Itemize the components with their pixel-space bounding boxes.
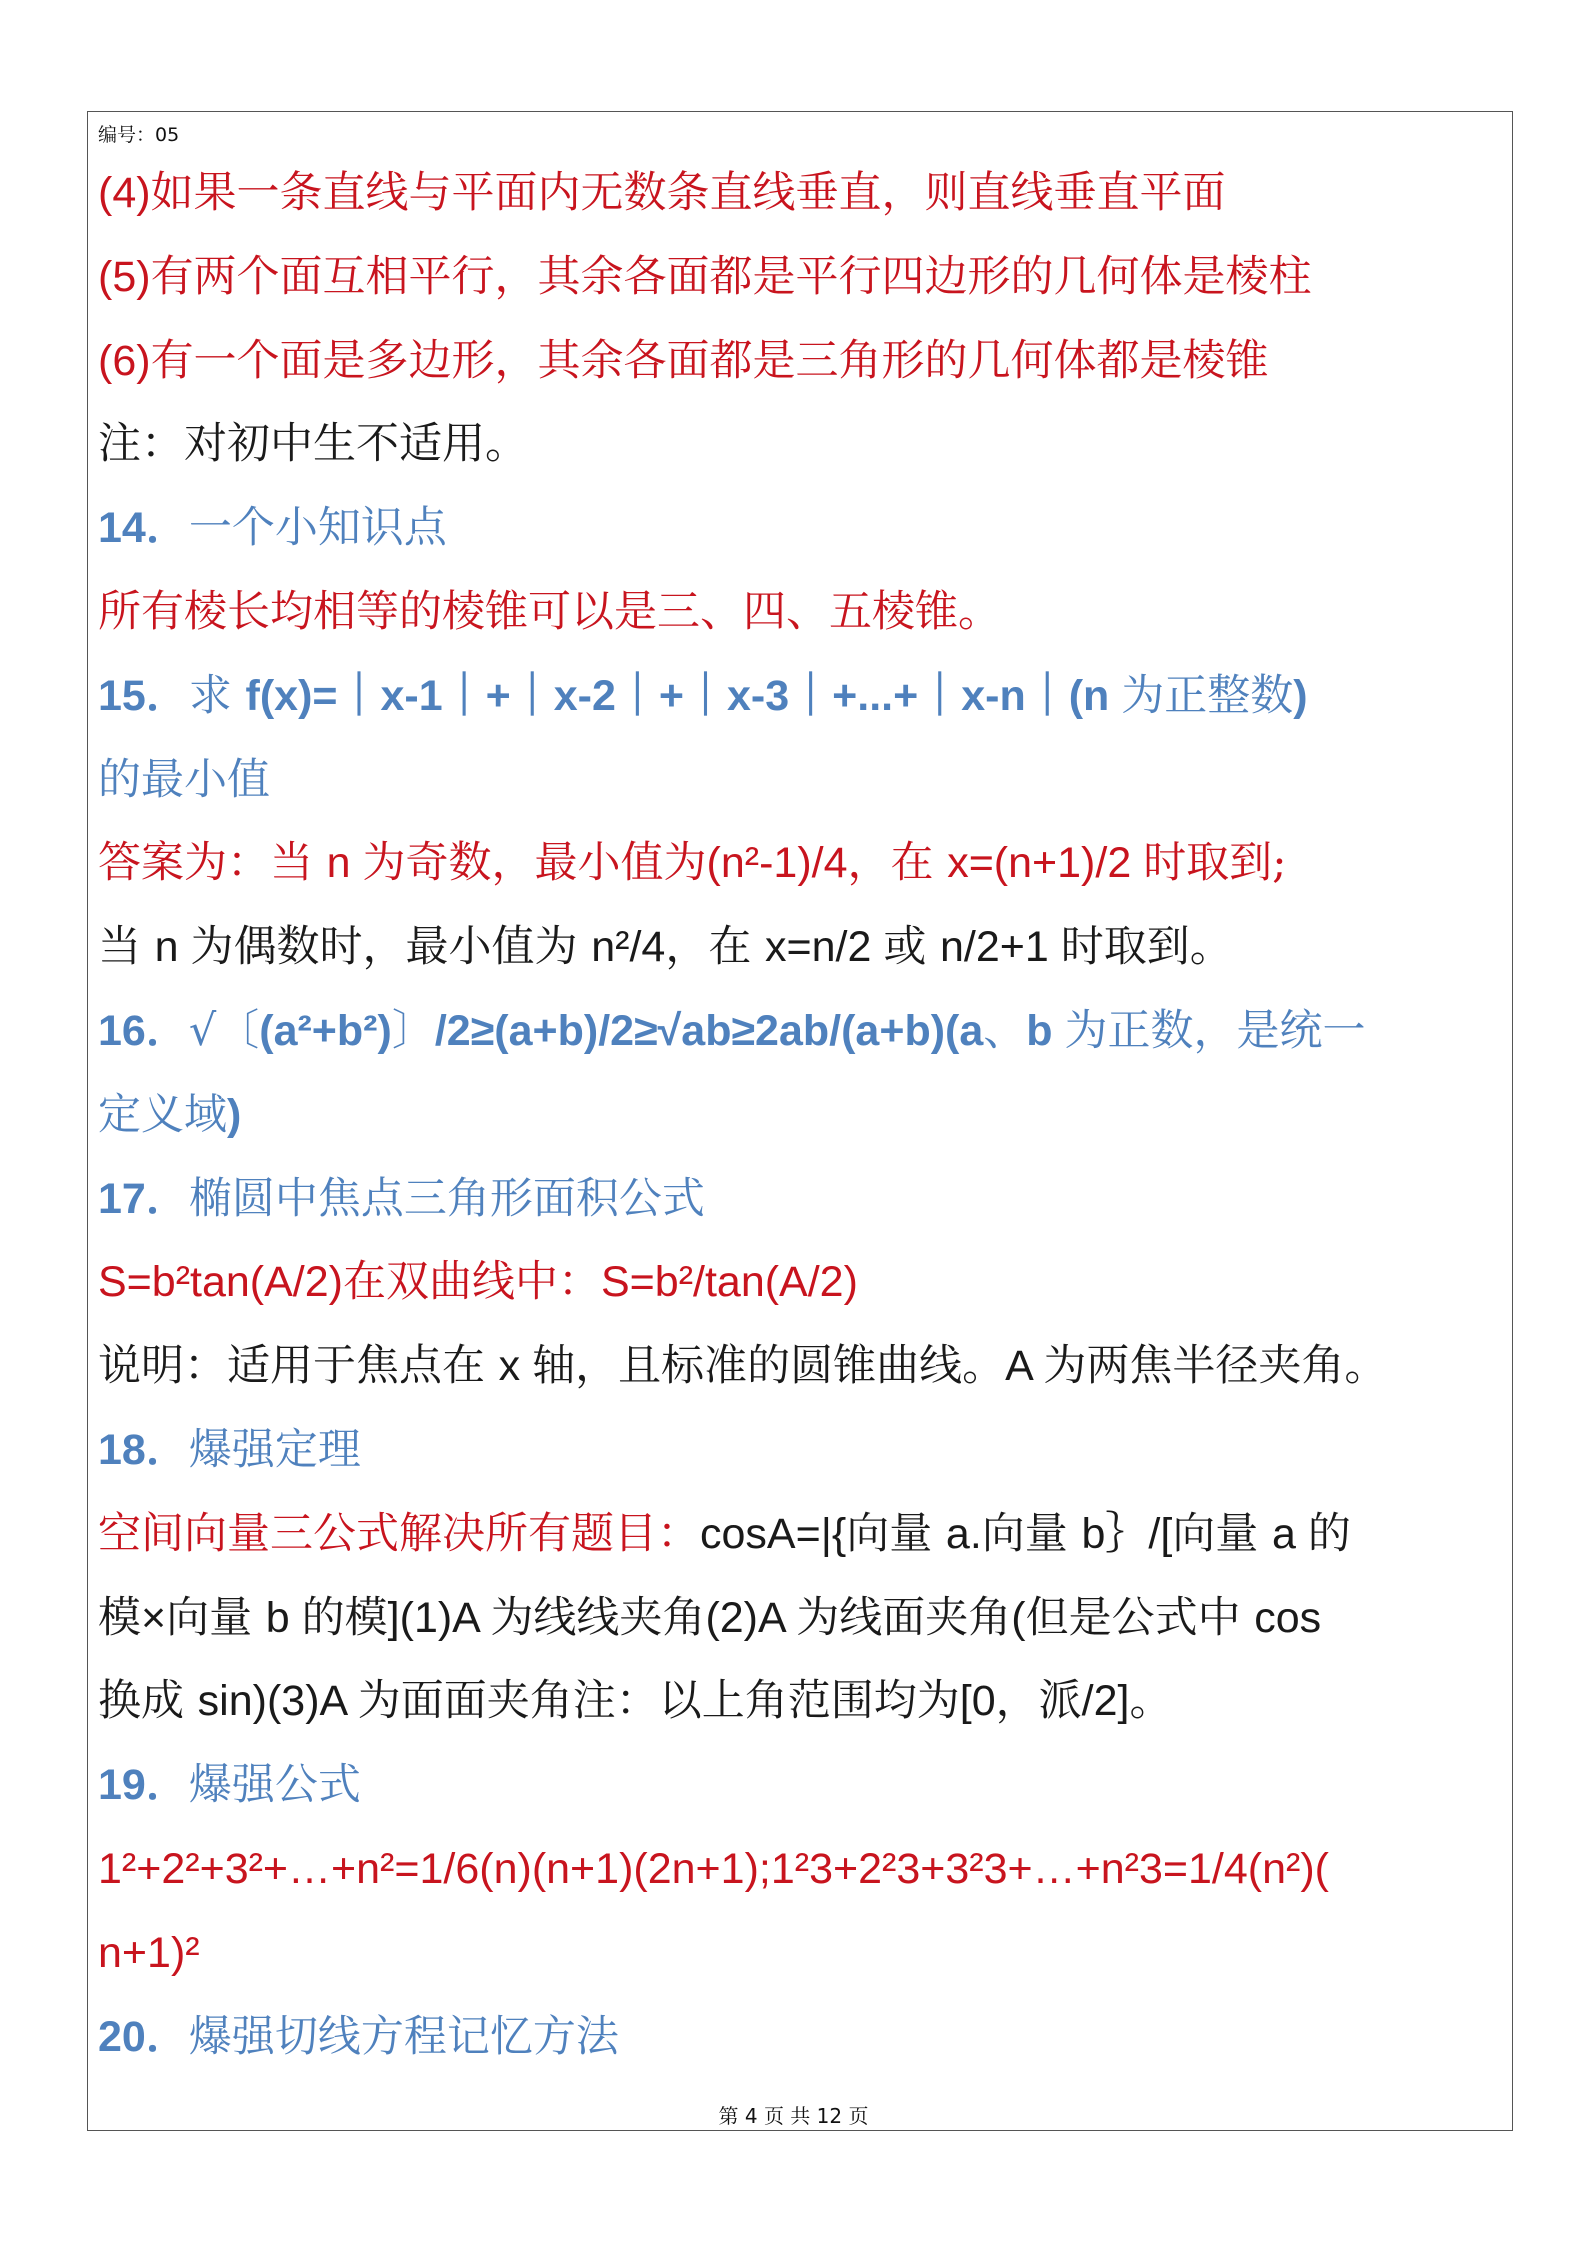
- document-number: 编号：05: [98, 124, 180, 146]
- text-segment: 时取到;: [1143, 838, 1287, 889]
- text-segment: cosA=|{: [700, 1509, 847, 1558]
- text-line: [98, 1240, 1510, 1324]
- text-segment: sin)(3)A: [197, 1677, 358, 1726]
- text-segment: 有两个面互相平行，其余各面都是平行四边形的几何体是棱柱: [150, 251, 1312, 302]
- text-segment: 为正数，是统一: [1064, 1006, 1366, 1056]
- text-segment: 的模: [301, 1592, 388, 1643]
- text-segment: 17．: [98, 1174, 189, 1223]
- text-segment: A: [1005, 1342, 1044, 1391]
- text-segment: ，派: [995, 1676, 1082, 1727]
- text-segment: 19．: [98, 1761, 189, 1810]
- text-segment: 当: [98, 922, 155, 973]
- text-segment: 、: [983, 1006, 1027, 1056]
- text-segment: 15．: [98, 671, 189, 720]
- text-line: [98, 1576, 1510, 1660]
- text-line: [98, 654, 1510, 738]
- text-line: [98, 151, 1510, 235]
- text-segment: S=b²tan(A/2): [98, 1258, 343, 1307]
- text-segment: x=(n+1)/2: [947, 839, 1144, 888]
- text-line: [98, 738, 1510, 822]
- text-segment: (a²+b²): [259, 1007, 392, 1055]
- text-segment: 求: [188, 670, 246, 721]
- text-segment: 1²+2²+3²+…+n²=1/6(n)(n+1)(2n+1);1²3+2²3+3²3+…+n²3=1/4(n²)(: [98, 1845, 1329, 1893]
- text-segment: 或: [883, 922, 941, 973]
- text-line: [98, 1408, 1510, 1492]
- text-line: [98, 1995, 1510, 2079]
- text-line: [98, 821, 1510, 905]
- text-segment: 模: [98, 1592, 141, 1643]
- text-segment: x: [498, 1342, 533, 1391]
- text-segment: 答案为：当: [98, 838, 327, 889]
- text-segment: S=b²/tan(A/2): [600, 1258, 858, 1307]
- text-segment: /2≥(a+b)/2≥√ab≥2ab/(a+b)(a: [434, 1007, 984, 1055]
- text-segment: 在双曲线中：: [342, 1257, 601, 1308]
- text-segment: 18．: [98, 1426, 189, 1474]
- text-segment: x=n/2: [765, 923, 884, 972]
- text-segment: 爆强公式: [188, 1760, 361, 1811]
- text-segment: (4): [98, 169, 151, 217]
- text-segment: 为正整数: [1121, 670, 1294, 721]
- text-segment: n+1)²: [98, 1928, 200, 1977]
- text-segment: cos: [1254, 1593, 1322, 1642]
- text-segment: 向量: [1172, 1508, 1272, 1559]
- text-segment: 爆强切线方程记忆方法: [188, 2011, 619, 2062]
- text-line: [98, 402, 1510, 486]
- text-segment: 16．: [98, 1007, 189, 1055]
- text-segment: n: [326, 839, 363, 888]
- text-segment: 有一个面是多边形，其余各面都是三角形的几何体都是棱锥: [150, 335, 1269, 386]
- text-segment: b: [1026, 1007, 1065, 1055]
- text-segment: 空间向量三公式解决所有题目：: [98, 1508, 700, 1559]
- text-segment: n: [154, 923, 191, 972]
- text-line: [98, 1157, 1510, 1241]
- text-line: [98, 1659, 1510, 1743]
- text-segment: 为面面夹角注：以上角范围均为: [357, 1676, 960, 1727]
- text-line: [98, 1324, 1510, 1408]
- text-line: [98, 1911, 1510, 1995]
- text-segment: /2]: [1081, 1677, 1130, 1726]
- text-segment: [0: [959, 1677, 996, 1726]
- text-segment: 为线线夹角: [490, 1592, 706, 1643]
- text-segment: 为两焦半径夹角。: [1043, 1341, 1388, 1392]
- text-segment: 所有棱长均相等的棱锥可以是三、四、五棱锥。: [98, 587, 1001, 637]
- text-segment: 的最小值: [98, 754, 270, 805]
- text-line: [98, 486, 1510, 570]
- text-segment: √〔: [188, 1006, 260, 1056]
- page-footer: 第 4 页 共 12 页: [718, 2104, 869, 2128]
- text-segment: 时取到。: [1060, 922, 1233, 973]
- text-line: [98, 1492, 1510, 1576]
- text-segment: f(x)=｜x-1｜+｜x-2｜+｜x-3｜+...+｜x-n｜(n: [245, 671, 1122, 720]
- text-segment: ，在: [665, 922, 765, 973]
- text-segment: ](1)A: [387, 1593, 491, 1642]
- text-line: [98, 570, 1510, 654]
- text-segment: ): [1293, 671, 1308, 720]
- text-segment: 向量: [166, 1592, 266, 1643]
- text-segment: 为线面夹角: [796, 1592, 1012, 1643]
- text-segment: 20．: [98, 2012, 189, 2061]
- text-segment: 注：对初中生不适用。: [98, 419, 528, 470]
- text-segment: (: [1011, 1593, 1026, 1642]
- text-line: [98, 1073, 1510, 1157]
- text-segment: 一个小知识点: [188, 503, 447, 554]
- text-segment: 说明：适用于焦点在: [98, 1341, 499, 1392]
- text-segment: a: [1271, 1509, 1308, 1558]
- text-segment: ): [227, 1090, 242, 1139]
- text-segment: 如果一条直线与平面内无数条直线垂直，则直线垂直平面: [150, 168, 1226, 218]
- text-segment: 的: [1307, 1508, 1351, 1559]
- text-segment: 换成: [98, 1676, 198, 1727]
- text-segment: 爆强定理: [188, 1425, 361, 1475]
- text-segment: 椭圆中焦点三角形面积公式: [188, 1173, 705, 1224]
- text-line: [98, 1743, 1510, 1827]
- text-segment: n²/4: [591, 923, 666, 972]
- text-segment: 向量: [981, 1508, 1082, 1559]
- text-segment: 轴，且标准的圆锥曲线。: [532, 1341, 1006, 1392]
- text-segment: ，在: [847, 838, 948, 889]
- text-segment: n/2+1: [940, 923, 1061, 972]
- text-segment: b: [1081, 1509, 1106, 1558]
- text-line: [98, 905, 1510, 989]
- text-segment: 。: [1129, 1676, 1173, 1727]
- text-segment: 〕: [391, 1006, 435, 1056]
- text-line: [98, 989, 1510, 1073]
- text-segment: 为偶数时，最小值为: [190, 922, 592, 973]
- text-segment: a.: [945, 1509, 982, 1558]
- text-segment: (5): [98, 252, 151, 301]
- text-segment: ｝: [1105, 1508, 1149, 1559]
- text-line: [98, 235, 1510, 319]
- text-segment: (n²-1)/4: [706, 839, 848, 888]
- text-segment: b: [265, 1593, 302, 1642]
- text-line: [98, 1827, 1510, 1911]
- text-segment: 为奇数，最小值为: [362, 838, 707, 889]
- text-segment: 但是公式中: [1025, 1592, 1255, 1643]
- text-segment: 向量: [846, 1508, 946, 1559]
- text-segment: 14．: [98, 504, 189, 553]
- text-line: [98, 319, 1510, 403]
- text-segment: ×: [141, 1593, 167, 1642]
- text-segment: /[: [1148, 1509, 1173, 1558]
- text-segment: 定义域: [98, 1089, 227, 1140]
- text-segment: (2)A: [705, 1593, 797, 1642]
- text-segment: (6): [98, 336, 151, 385]
